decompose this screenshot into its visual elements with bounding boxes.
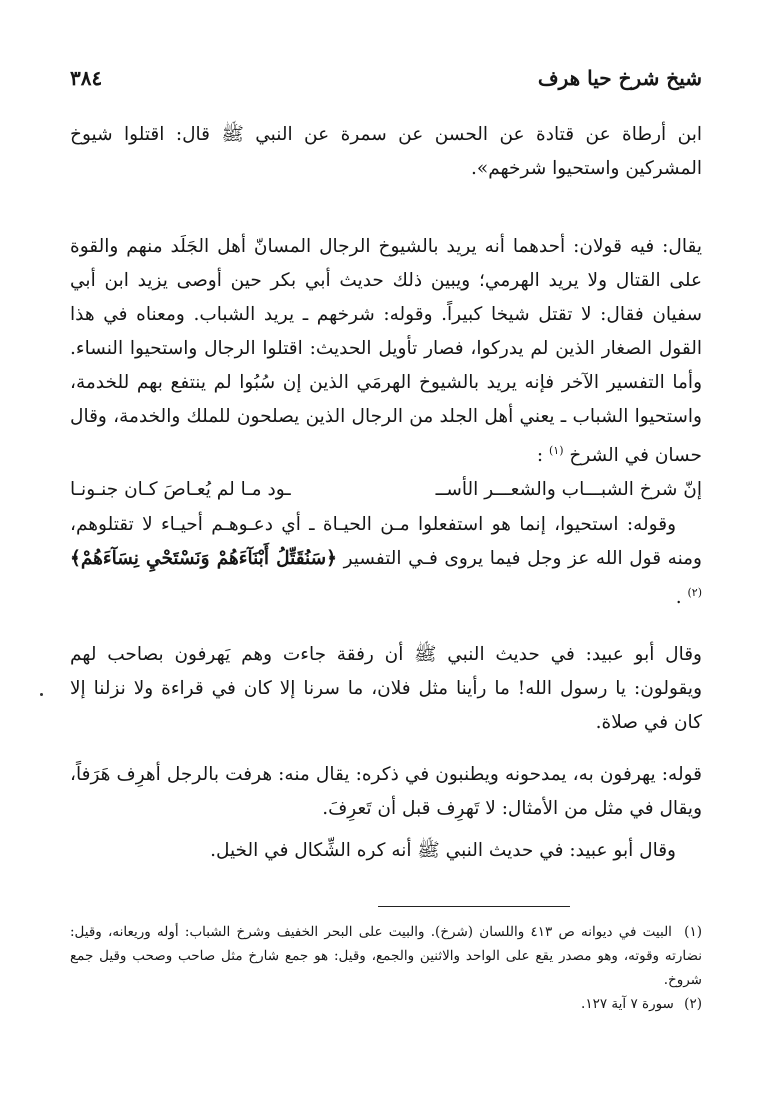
poetry-verse — [70, 470, 702, 510]
qawluh-paragraph: قوله: يهرفون به، يمدحونه ويطنبون في ذكره: يقال منه: هرفت بالرجل أهرِف هَرَفاً، ويقال في مثل من الأمثال: لا تَهرِف قبل أن تَعرِفَ. — [70, 764, 702, 819]
abu-ubaid-paragraph-1: وقال أبو عبيد: في حديث النبي ﷺ أن رفقة جاءت وهم يَهرفون بصاحب لهم ويقولون: يا رسول الله! ما رأينا مثل فلان، ما سرنا إلا كان في قراءة ولا نزلنا إلا كان في صلاة. — [70, 644, 702, 733]
footnotes — [70, 920, 702, 1016]
verse-first-hemistich: إنّ شرخ الشبـــاب والشعـــر الأســ — [435, 479, 702, 500]
page-number: ٣٨٤ — [70, 66, 103, 90]
main-paragraph — [70, 230, 702, 473]
book-page — [70, 58, 702, 1058]
main-paragraph-text: يقال: فيه قولان: أحدهما أنه يريد بالشيوخ الرجال المسانّ أهل الجَلَد منهم والقوة على القتال ولا يريد الهرمي؛ ويبين ذلك حديث أبي بكر حين أوصى يزيد ابن أبي سفيان فقال: لا تقتل شيخا كبيراً. وقوله: شرخهم ـ يريد الشباب. ومعناه في هذا القول الصغار الذين لم يدركوا، فصار تأويل الحديث: اقتلوا الرجال واستحيوا النساء. وأما التفسير الآخر فإنه يريد بالشيوخ الهرمَي الذين إن سُبُوا لم ينتفع بهم للخدمة، واستحيوا الشباب ـ يعني أهل الجلد من الرجال الذين يصلحون للملك والخدمة، وقال حسان في الشرخ — [70, 236, 702, 467]
abu-ubaid-paragraph-2: وقال أبو عبيد: في حديث النبي ﷺ أنه كره الشِّكال في الخيل. — [210, 840, 676, 861]
header-keywords: شيخ شرخ حيا هرف — [537, 66, 702, 90]
istahyu-text: وقوله: استحيوا، إنما هو استفعلوا مـن الحيـاة ـ أي دعـوهـم أحيـاء لا تقتلوهم، ومنه قول الله عز وجل فيما يروى فـي التفسير — [70, 514, 702, 569]
margin-mark — [40, 693, 43, 696]
main-paragraph-end: : — [536, 445, 544, 467]
footnote-ref-2: (٢) — [687, 586, 702, 599]
running-header — [70, 58, 702, 98]
footnote-1-text: البيت في ديوانه ص ٤١٣ واللسان (شرخ). والبيت على البحر الخفيف وشرخ الشباب: أوله وريعانه، وقيل: نضارته وقوته، وهو مصدر يقع على الواحد والاثنين والجمع، وقيل: هو جمع شارخ مثل صاحب وصحب وقيل جمع شروخ. — [70, 924, 702, 988]
footnote-2 — [70, 992, 702, 1016]
footnote-separator — [378, 906, 570, 907]
quran-quote: ﴿سَنُقَتِّلُ أَبْنَآءَهُمْ وَنَسْتَحْيِ نِسَآءَهُمْ﴾ — [70, 548, 337, 569]
footnote-2-number: (٢) — [684, 996, 702, 1012]
footnote-ref-1: (١) — [548, 444, 564, 457]
footnote-1 — [70, 920, 702, 992]
istahyu-end: . — [675, 587, 682, 609]
istahyu-paragraph — [70, 508, 702, 615]
intro-paragraph: ابن أرطاة عن قتادة عن الحسن عن سمرة عن النبي ﷺ قال: اقتلوا شيوخ المشركين واستحيوا شرخهم». — [70, 124, 702, 179]
footnote-2-text: سورة ٧ آية ١٢٧. — [581, 996, 674, 1012]
footnote-1-number: (١) — [684, 924, 702, 940]
verse-second-hemistich: ـود مـا لم يُعـاصَ كـان جنـونـا — [70, 479, 291, 500]
